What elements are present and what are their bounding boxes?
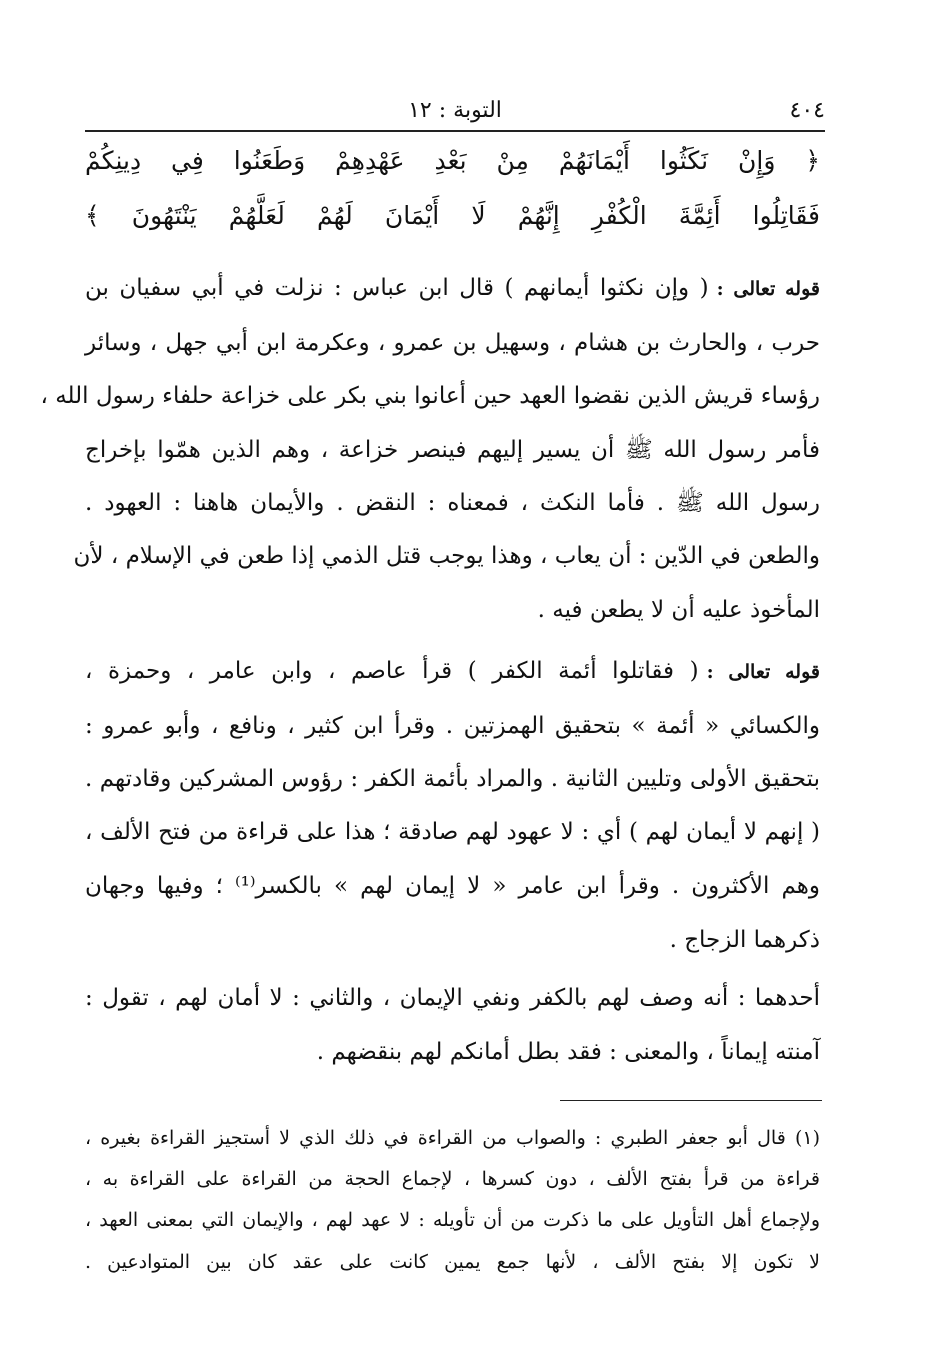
commentary-line: فأمر رسول الله ﷺ أن يسير إليهم فينصر خزاعة ، وهم الذين همّوا بإخراج <box>85 437 820 463</box>
verse-line: ﴿ وَإِنْ نَكَثُوا أَيْمَانَهُمْ مِنْ بَعْدِ عَهْدِهِمْ وَطَعَنُوا فِي دِينِكُمْ <box>85 146 820 175</box>
commentary-line: المأخوذ عليه أن لا يطعن فيه . <box>537 597 820 623</box>
page-header <box>85 92 825 132</box>
verse-line: فَقَاتِلُوا أَئِمَّةَ الْكُفْرِ إِنَّهُمْ لَا أَيْمَانَ لَهُمْ لَعَلَّهُمْ يَنْتَهُونَ ﴾ <box>85 201 820 230</box>
footnote-line: لا تكون إلا بفتح الألف ، لأنها جمع يمين كانت على عقد كان بين المتوادعين . <box>85 1251 820 1273</box>
commentary-line: حرب ، والحارث بن هشام ، وسهيل بن عمرو ، وعكرمة ابن أبي جهل ، وسائر <box>85 330 820 356</box>
commentary-line: آمنته إيماناً ، والمعنى : فقد بطل أمانكم لهم بنقضهم . <box>316 1039 820 1065</box>
commentary-line: أحدهما : أنه وصف لهم بالكفر ونفي الإيمان ، والثاني : لا أمان لهم ، تقول : <box>85 985 820 1011</box>
commentary-line: ( إنهم لا أيمان لهم ) أي : لا عهود لهم صادقة ؛ هذا على قراءة من فتح الألف ، <box>85 819 820 845</box>
footnote-line: ولإجماع أهل التأويل على ما ذكرت من أن تأويله : لا عهد لهم ، والإيمان التي بمعنى العهد ، <box>85 1209 820 1231</box>
header-rule <box>85 130 825 132</box>
commentary-line: والطعن في الدّين : أن يعاب ، وهذا يوجب قتل الذمي إذا طعن في الإسلام ، لأن <box>73 543 820 569</box>
footnote-rule <box>560 1100 822 1101</box>
footnote-line: (١) قال أبو جعفر الطبري : والصواب من القراءة في ذلك الذي لا أستجيز القراءة بغيره ، <box>85 1127 820 1149</box>
commentary-line: رؤساء قريش الذين نقضوا العهد حين أعانوا بني بكر على خزاعة حلفاء رسول الله ، <box>40 383 820 409</box>
commentary-line: والكسائي « أئمة » بتحقيق الهمزتين . وقرأ ابن كثير ، ونافع ، وأبو عمرو : <box>85 713 820 739</box>
section-lead: قوله تعالى : <box>716 278 820 300</box>
commentary-line: وهم الأكثرون . وقرأ ابن عامر « لا إيمان لهم » بالكسر⁽¹⁾ ؛ وفيها وجهان <box>85 873 820 899</box>
footnote-line: قراءة من قرأ بفتح الألف ، دون كسرها ، لإجماع الحجة من القراءة على القراءة به ، <box>85 1168 820 1190</box>
page-number: ٤٠٤ <box>789 98 825 123</box>
section-lead: قوله تعالى : <box>706 661 820 683</box>
commentary-line: ذكرهما الزجاج . <box>669 927 820 953</box>
commentary-line: قوله تعالى :( فقاتلوا أئمة الكفر ) قرأ عاصم ، وابن عامر ، وحمزة ، <box>85 658 820 684</box>
surah-reference: التوبة : ١٢ <box>408 98 502 123</box>
commentary-line: رسول الله ﷺ . فأما النكث ، فمعناه : النقض . والأيمان هاهنا : العهود . <box>85 490 820 516</box>
commentary-line: قوله تعالى :( وإن نكثوا أيمانهم ) قال ابن عباس : نزلت في أبي سفيان بن <box>85 275 820 301</box>
commentary-line: بتحقيق الأولى وتليين الثانية . والمراد بأئمة الكفر : رؤوس المشركين وقادتهم . <box>85 766 820 792</box>
